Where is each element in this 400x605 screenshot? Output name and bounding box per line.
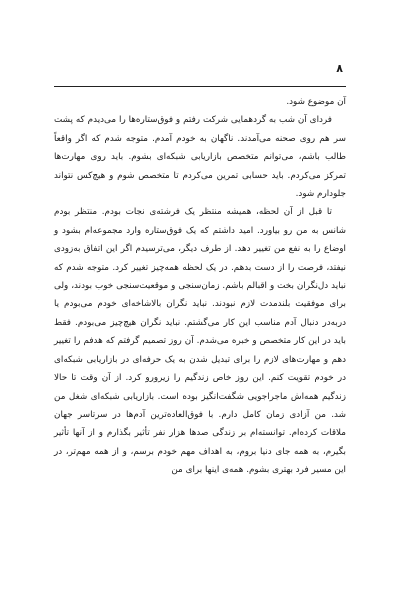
paragraph: فردای آن شب به گردهمایی شرکت رفتم و فوق‌ستاره‌ها را می‌دیدم که پشت سر هم روی صحنه می‌آمدند. ناگهان به خودم آمدم. متوجه شدم که اگر واقعاً طالب باشم، می‌توانم متخصص بازاریابی شبکه‌ای بشوم. باید روی مهارت‌ها تمرکز می‌کردم. باید حسابی تمرین می‌کردم تا متخصص شوم و هیچ‌کس نتواند جلودارم شود.	[54, 115, 346, 200]
paragraph: تا قبل از آن لحظه، همیشه منتظر یک فرشته‌ی نجات بودم. منتظر بودم شانس به من رو بیاورد. امید داشتم که یک فوق‌ستاره وارد مجموعه‌ام بشود و اوضاع را به نفع من تغییر دهد. از طرف دیگر، می‌ترسیدم اگر این اتفاق به‌زودی نیفتد، فرصت را از دست بدهم. در یک لحظه همه‌چیز تغییر کرد. متوجه شدم که نباید دل‌نگران بخت و اقبالم باشم. زمان‌سنجی و موقعیت‌سنجی خوب بودند، ولی برای موفقیت بلندمدت لازم نبودند. نباید نگران بالاشاخه‌ای خودم می‌بودم یا دربه‌در دنبال آدم مناسب این کار می‌گشتم. نباید نگران هیچ‌چیز می‌بودم. فقط باید در این کار متخصص و خبره می‌شدم. آن روز تصمیم گرفتم که هدفم را تغییر دهم و مهارت‌های لازم را برای تبدیل شدن به یک حرفه‌ای در بازاریابی شبکه‌ای در خودم تقویت کنم. این روز خاص زندگیم را زیرورو کرد. از آن وقت تا حالا زندگیم همه‌اش ماجراجویی شگفت‌انگیز بوده است. بازاریابی شبکه‌ای شغل من شد. من آزادی زمان کامل دارم. با فوق‌العاده‌ترین آدم‌ها در سرتاسر جهان ملاقات کرده‌ام. توانسته‌ام بر زندگی صدها هزار نفر تأثیر بگذارم و از آنها تأثیر بگیرم، به همه جای دنیا بروم، به اهداف مهم خودم برسم، و از همه مهم‌تر، در این مسیر فرد بهتری بشوم. همه‌ی اینها برای من	[54, 207, 346, 476]
header-rule	[54, 86, 346, 87]
body-text	[54, 93, 346, 480]
page-number: ۸	[336, 62, 343, 75]
paragraph: آن موضوع شود.	[286, 97, 346, 107]
